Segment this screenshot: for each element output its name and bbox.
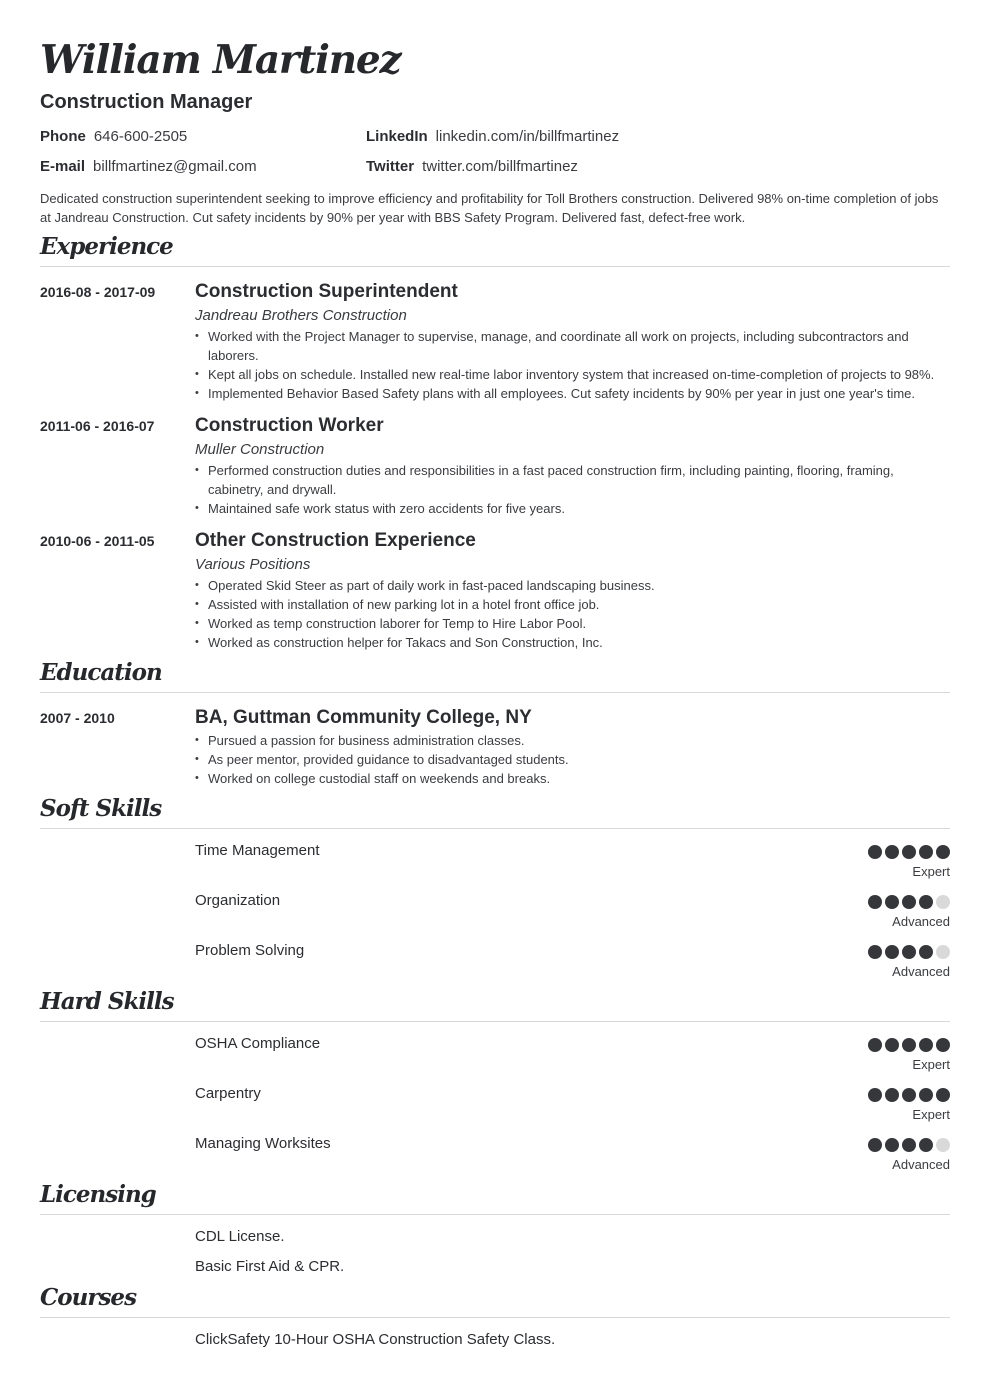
rating-dot-filled-icon	[868, 1088, 882, 1102]
contact-phone	[40, 128, 187, 146]
email-label: E-mail	[40, 158, 86, 175]
entry-title: Construction Worker	[195, 415, 384, 436]
rating-dot-filled-icon	[902, 945, 916, 959]
rating-dot-filled-icon	[919, 845, 933, 859]
rating-dot-filled-icon	[902, 1038, 916, 1052]
linkedin-label: LinkedIn	[366, 128, 428, 145]
bullet: • Worked on college custodial staff on weekends and breaks.	[195, 769, 950, 788]
twitter-value[interactable]: twitter.com/billfmartinez	[422, 158, 578, 175]
entry-title: Other Construction Experience	[195, 530, 476, 551]
bullet: • Assisted with installation of new parking lot in a hotel front office job.	[195, 595, 950, 614]
skill-level: Expert	[912, 864, 950, 879]
bullet: • Operated Skid Steer as part of daily work in fast-paced landscaping business.	[195, 576, 950, 595]
bullet: • Maintained safe work status with zero accidents for five years.	[195, 499, 950, 518]
rating-dot-filled-icon	[919, 1138, 933, 1152]
rating-dot-filled-icon	[868, 1138, 882, 1152]
entry-dates: 2011-06 - 2016-07	[40, 418, 155, 434]
section-title: Hard Skills	[40, 988, 174, 1015]
entry-dates: 2007 - 2010	[40, 710, 115, 726]
entry-company: Muller Construction	[195, 441, 325, 458]
rating-dots	[868, 945, 950, 959]
license-item: Basic First Aid & CPR.	[195, 1258, 345, 1275]
skill-name: Time Management	[195, 842, 320, 859]
rating-dot-filled-icon	[919, 1088, 933, 1102]
skill-row	[40, 1035, 950, 1081]
rating-dot-filled-icon	[902, 1088, 916, 1102]
bullet: • Performed construction duties and responsibilities in a fast paced construction firm, including painting, flooring, framing, cabinetry, and drywall.	[195, 461, 950, 499]
entry-dates: 2010-06 - 2011-05	[40, 533, 155, 549]
skill-name: OSHA Compliance	[195, 1035, 321, 1052]
entry-company: Jandreau Brothers Construction	[195, 307, 407, 324]
phone-value: 646-600-2505	[93, 128, 188, 145]
rating-dot-filled-icon	[936, 845, 950, 859]
bullet: • Implemented Behavior Based Safety plans with all employees. Cut safety incidents by 90% per year in just one year's time.	[195, 384, 950, 403]
section-title: Experience	[40, 233, 173, 260]
bullet: • Kept all jobs on schedule. Installed new real-time labor inventory system that increased on-time-completion of projects to 98%.	[195, 365, 950, 384]
entry-title: Construction Superintendent	[195, 281, 458, 302]
rating-dot-filled-icon	[902, 895, 916, 909]
email-value[interactable]: billfmartinez@gmail.com	[93, 158, 257, 175]
entry-dates: 2016-08 - 2017-09	[40, 284, 156, 300]
skill-level: Advanced	[892, 914, 950, 929]
rating-dot-filled-icon	[936, 1088, 950, 1102]
section-title: Education	[40, 659, 162, 686]
skill-level: Expert	[912, 1057, 950, 1072]
entry-company: Various Positions	[195, 556, 311, 573]
rating-dot-filled-icon	[868, 895, 882, 909]
skill-level: Expert	[912, 1107, 950, 1122]
rating-dot-filled-icon	[919, 945, 933, 959]
rating-dot-filled-icon	[902, 845, 916, 859]
rating-dot-filled-icon	[885, 895, 899, 909]
section-licensing-heading	[40, 1181, 950, 1215]
rating-dot-filled-icon	[936, 1038, 950, 1052]
bullet: • Worked with the Project Manager to supervise, manage, and coordinate all work on projects, including subcontractors and laborers.	[195, 327, 950, 365]
twitter-label: Twitter	[366, 158, 415, 175]
contact-linkedin	[366, 128, 619, 146]
section-title: Soft Skills	[40, 795, 162, 822]
skill-row	[40, 892, 950, 938]
rating-dots	[868, 845, 950, 859]
section-experience-heading	[40, 233, 950, 267]
bullet: • Worked as construction helper for Takacs and Son Construction, Inc.	[195, 633, 950, 652]
course-item: ClickSafety 10-Hour OSHA Construction Safety Class.	[195, 1331, 556, 1348]
contact-twitter	[366, 158, 578, 176]
license-item: CDL License.	[195, 1228, 285, 1245]
entry-title: BA, Guttman Community College, NY	[195, 707, 532, 728]
rating-dot-filled-icon	[919, 1038, 933, 1052]
rating-dot-empty-icon	[936, 895, 950, 909]
phone-label: Phone	[40, 128, 86, 145]
rating-dot-empty-icon	[936, 1138, 950, 1152]
section-title: Courses	[40, 1284, 137, 1311]
section-courses-heading	[40, 1284, 950, 1318]
rating-dot-empty-icon	[936, 945, 950, 959]
contact-email	[40, 158, 257, 176]
rating-dot-filled-icon	[868, 945, 882, 959]
rating-dots	[868, 1138, 950, 1152]
bullet: • Pursued a passion for business administration classes.	[195, 731, 950, 750]
entry-bullets	[195, 731, 950, 788]
skill-name: Managing Worksites	[195, 1135, 331, 1152]
bullet: • Worked as temp construction laborer for Temp to Hire Labor Pool.	[195, 614, 950, 633]
rating-dot-filled-icon	[919, 895, 933, 909]
section-soft-skills-heading	[40, 795, 950, 829]
rating-dots	[868, 1088, 950, 1102]
candidate-name: William Martinez	[40, 37, 401, 83]
section-title: Licensing	[40, 1181, 156, 1208]
skill-name: Carpentry	[195, 1085, 261, 1102]
section-hard-skills-heading	[40, 988, 950, 1022]
skill-level: Advanced	[892, 1157, 950, 1172]
bullet: • As peer mentor, provided guidance to disadvantaged students.	[195, 750, 950, 769]
skill-level: Advanced	[892, 964, 950, 979]
rating-dots	[868, 895, 950, 909]
skill-row	[40, 1085, 950, 1131]
rating-dot-filled-icon	[885, 945, 899, 959]
rating-dot-filled-icon	[902, 1138, 916, 1152]
rating-dot-filled-icon	[885, 1138, 899, 1152]
summary: Dedicated construction superintendent seeking to improve efficiency and profitability for Toll Brothers construction. Delivered 98% on-time completion of jobs at Jandreau Construction. Cut safety incidents by 90% per year with BBS Safety Program. Delivered fast, defect-free work.	[40, 191, 939, 225]
rating-dots	[868, 1038, 950, 1052]
candidate-title: Construction Manager	[40, 91, 253, 113]
rating-dot-filled-icon	[885, 1038, 899, 1052]
entry-bullets	[195, 576, 950, 652]
rating-dot-filled-icon	[868, 1038, 882, 1052]
rating-dot-filled-icon	[885, 1088, 899, 1102]
skill-row	[40, 1135, 950, 1181]
skill-name: Problem Solving	[195, 942, 305, 959]
skill-row	[40, 842, 950, 888]
entry-bullets	[195, 327, 950, 403]
linkedin-value[interactable]: linkedin.com/in/billfmartinez	[435, 128, 620, 145]
entry-bullets	[195, 461, 950, 518]
skill-name: Organization	[195, 892, 281, 909]
rating-dot-filled-icon	[868, 845, 882, 859]
rating-dot-filled-icon	[885, 845, 899, 859]
section-education-heading	[40, 659, 950, 693]
skill-row	[40, 942, 950, 988]
